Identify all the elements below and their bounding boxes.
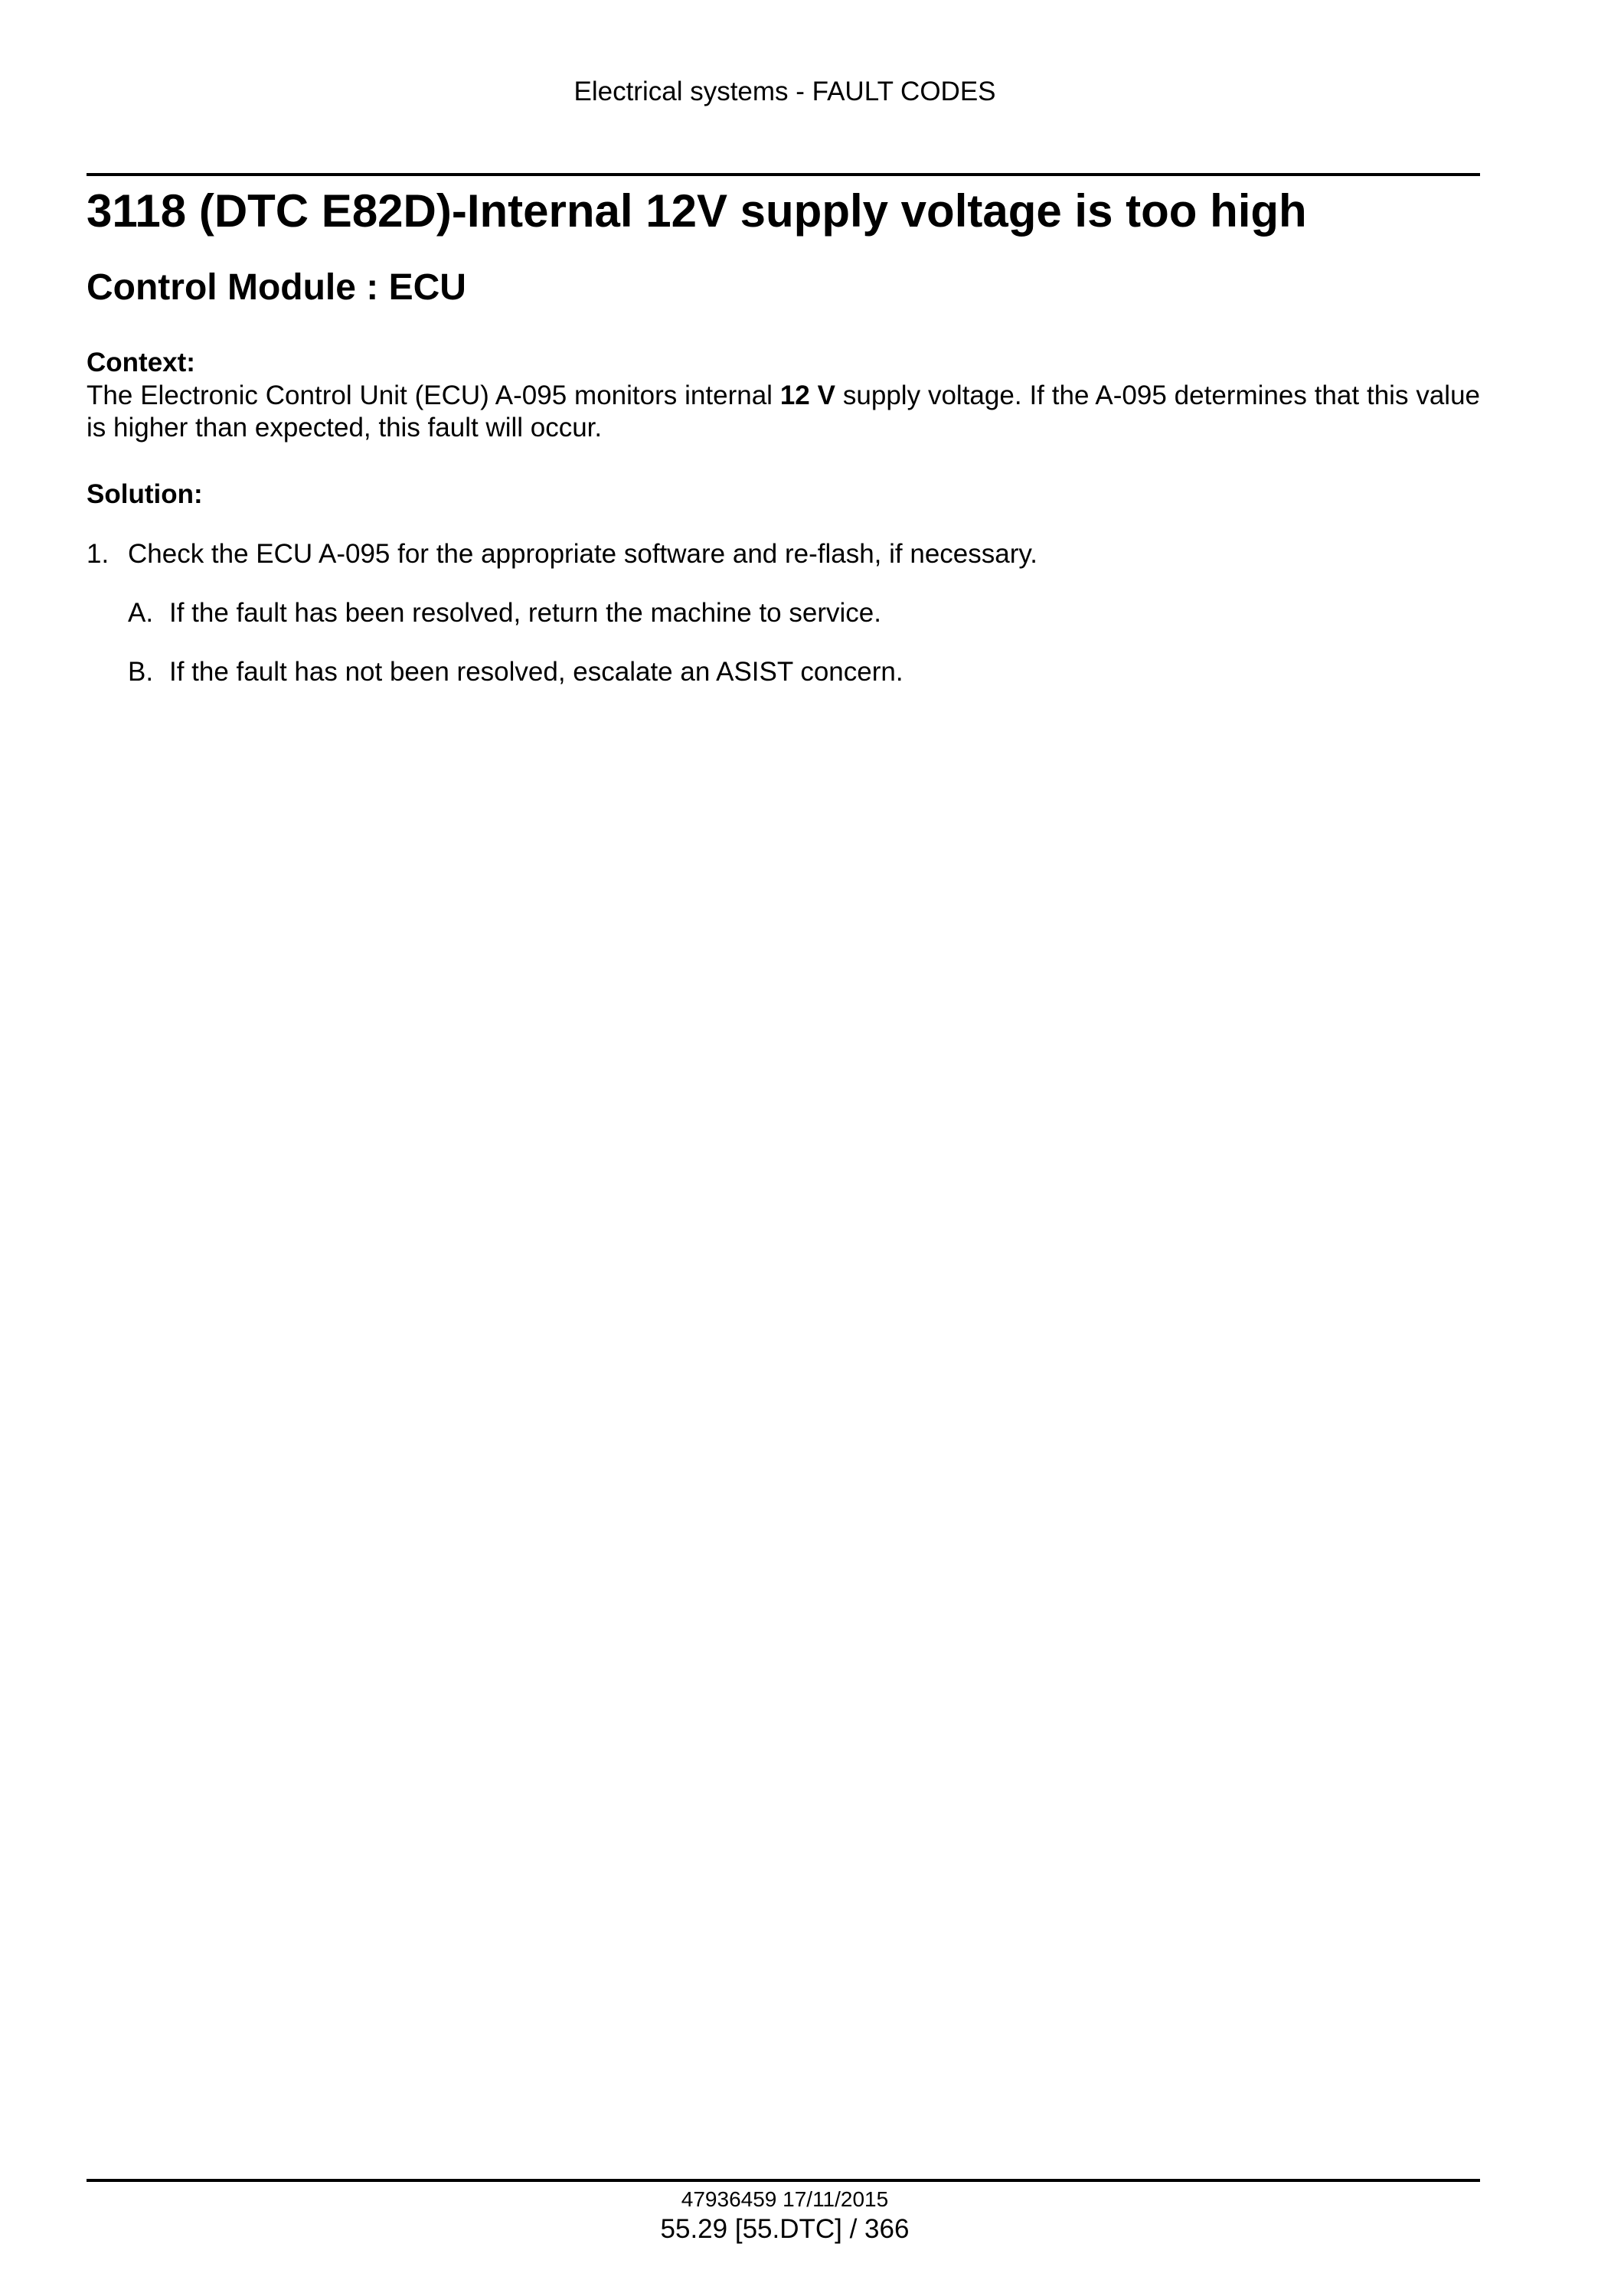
context-voltage-value: 12 V (779, 380, 836, 410)
context-label: Context: (87, 348, 195, 377)
footer-page-reference: 55.29 [55.DTC] / 366 (660, 2214, 910, 2244)
page-content (87, 178, 1480, 689)
context-text-before: The Electronic Control Unit (ECU) A-095 monitors internal (87, 380, 780, 410)
solution-steps (87, 537, 1480, 689)
substeps-list (87, 596, 1480, 689)
solution-step-1 (87, 537, 1480, 689)
page-title: 3118 (DTC E82D)-Internal 12V supply voltage is too high (87, 185, 1307, 237)
step-text: Check the ECU A-095 for the appropriate software and re-flash, if necessary. (128, 539, 1038, 569)
substep-text: If the fault has not been resolved, escalate an ASIST concern. (169, 657, 903, 687)
substep-text: If the fault has been resolved, return the machine to service. (169, 598, 881, 628)
substep-letter: B. (128, 657, 154, 687)
footer-rule (87, 2179, 1480, 2182)
solution-label: Solution: (87, 479, 203, 509)
context-paragraph (87, 380, 1480, 444)
header-rule (87, 173, 1480, 176)
substep-letter: A. (128, 598, 154, 628)
substep-a (128, 596, 1480, 630)
control-module-heading: Control Module : ECU (87, 267, 466, 308)
running-header: Electrical systems - FAULT CODES (573, 77, 996, 106)
context-text-after: supply voltage. If the A-095 determines that this value is higher than expected, this fault will occur. (87, 380, 1481, 443)
substep-b (128, 655, 1480, 689)
footer-document-id: 47936459 17/11/2015 (681, 2187, 889, 2211)
step-number: 1. (87, 539, 109, 569)
